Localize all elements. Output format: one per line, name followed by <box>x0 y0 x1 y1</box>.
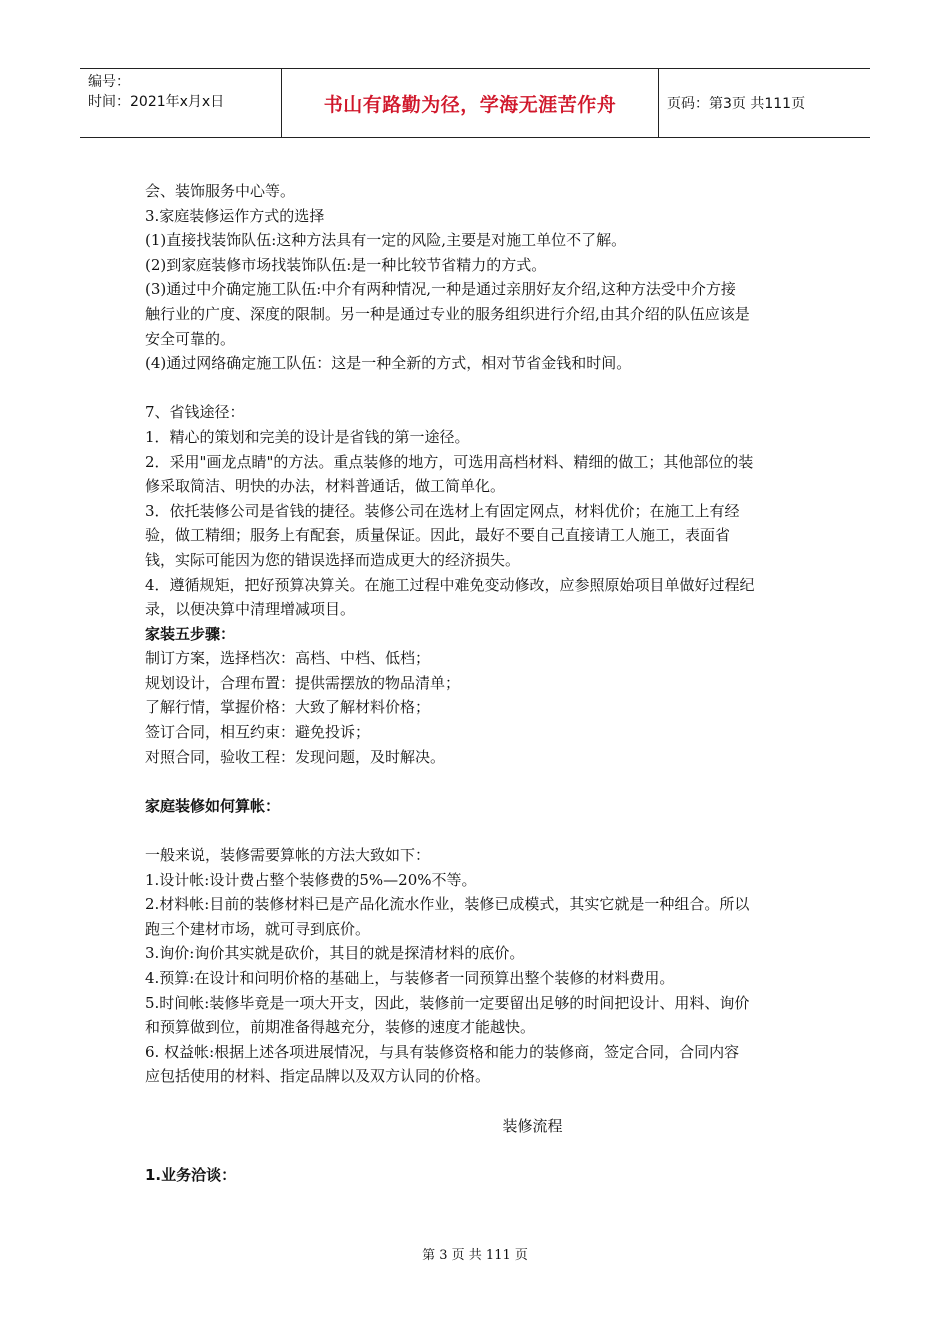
body-text-line: 6. 权益帐:根据上述各项进展情况，与具有装修资格和能力的装修商，签定合同，合同内容 <box>145 1042 740 1061</box>
body-text-line: (1)直接找装饰队伍:这种方法具有一定的风险,主要是对施工单位不了解。 <box>145 231 627 250</box>
body-text-line: 2．采用"画龙点睛"的方法。重点装修的地方，可选用高档材料、精细的做工；其他部位的装 <box>145 452 754 471</box>
body-text-line: 4.预算:在设计和问明价格的基础上，与装修者一同预算出整个装修的材料费用。 <box>145 969 675 987</box>
body-text-line: 会、装饰服务中心等。 <box>145 182 296 200</box>
body-text-line: 3.询价:询价其实就是砍价，其目的就是探清材料的底价。 <box>145 944 525 963</box>
blank-line <box>145 1089 925 1114</box>
page-footer: 第 3 页 共 111 页 <box>422 1248 528 1263</box>
body-text-line: 制订方案，选择档次：高档、中档、低档； <box>145 649 431 668</box>
body-text-line: 应包括使用的材料、指定品牌以及双方认同的价格。 <box>145 1067 491 1086</box>
body-text-line: 签订合同，相互约束：避免投诉； <box>145 723 371 742</box>
centered-title: 装修流程 <box>502 1116 563 1135</box>
document-number-label: 编号： <box>88 74 130 90</box>
body-text-line: 触行业的广度、深度的限制。另一种是通过专业的服务组织进行介绍,由其介绍的队伍应该是 <box>145 304 750 323</box>
body-text-line: 跑三个建材市场，就可寻到底价。 <box>145 919 371 938</box>
body-text-line: 4．遵循规矩，把好预算决算关。在施工过程中难免变动修改，应参照原始项目单做好过程纪 <box>145 575 755 594</box>
body-text-line: (4)通过网络确定施工队伍：这是一种全新的方式，相对节省金钱和时间。 <box>145 354 632 373</box>
body-text-line: 钱，实际可能因为您的错误选择而造成更大的经济损失。 <box>145 550 521 569</box>
blank-line <box>145 818 925 843</box>
body-text-line: 一般来说，装修需要算帐的方法大致如下： <box>145 846 431 865</box>
body-text-line: 1.设计帐:设计费占整个装修费的5%—20%不等。 <box>145 870 477 889</box>
section-heading: 家庭装修如何算帐： <box>145 796 281 815</box>
body-text-line: 了解行情，掌握价格：大致了解材料价格； <box>145 698 431 717</box>
body-text-line: (3)通过中介确定施工队伍:中介有两种情况,一种是通过亲朋好友介绍,这种方法受中介方接 <box>145 280 736 299</box>
body-text-line: 验，做工精细；服务上有配套，质量保证。因此，最好不要自己直接请工人施工，表面省 <box>145 526 731 545</box>
body-text-line: 和预算做到位，前期准备得越充分，装修的速度才能越快。 <box>145 1018 536 1037</box>
body-text-line: 1．精心的策划和完美的设计是省钱的第一途径。 <box>145 427 470 446</box>
blank-line <box>145 1138 925 1163</box>
body-text-line: 录，以便决算中清理增减项目。 <box>145 600 356 619</box>
body-text-line: 规划设计，合理布置：提供需摆放的物品清单； <box>145 673 461 692</box>
body-text-line: 修采取简洁、明快的办法，材料普通话，做工简单化。 <box>145 477 506 496</box>
body-text-line: 3．依托装修公司是省钱的捷径。装修公司在选材上有固定网点，材料优价；在施工上有经 <box>145 501 740 520</box>
page-header <box>80 68 870 138</box>
body-text-line: 对照合同，验收工程：发现问题，及时解决。 <box>145 747 446 766</box>
body-text-line: 7、省钱途径： <box>145 403 245 422</box>
header-page-info: 页码：第3页 共111页 <box>667 96 806 112</box>
body-text-line: 3.家庭装修运作方式的选择 <box>145 206 325 225</box>
body-text-line: (2)到家庭装修市场找装饰队伍:是一种比较节省精力的方式。 <box>145 255 547 274</box>
header-motto: 书山有路勤为径，学海无涯苦作舟 <box>282 69 659 137</box>
blank-line <box>145 769 925 794</box>
body-text-line: 2.材料帐:目前的装修材料已是产品化流水作业，装修已成模式，其实它就是一种组合。所以 <box>145 895 750 914</box>
blank-line <box>145 376 925 401</box>
header-meta <box>80 69 282 137</box>
document-time-label: 时间：2021年x月x日 <box>88 94 225 110</box>
body-text-line: 安全可靠的。 <box>145 329 236 348</box>
document-body <box>145 179 925 1187</box>
section-heading: 1.业务洽谈： <box>145 1165 237 1184</box>
body-text-line: 5.时间帐:装修毕竟是一项大开支，因此，装修前一定要留出足够的时间把设计、用料、询价 <box>145 993 750 1012</box>
section-heading: 家装五步骤： <box>145 624 236 643</box>
